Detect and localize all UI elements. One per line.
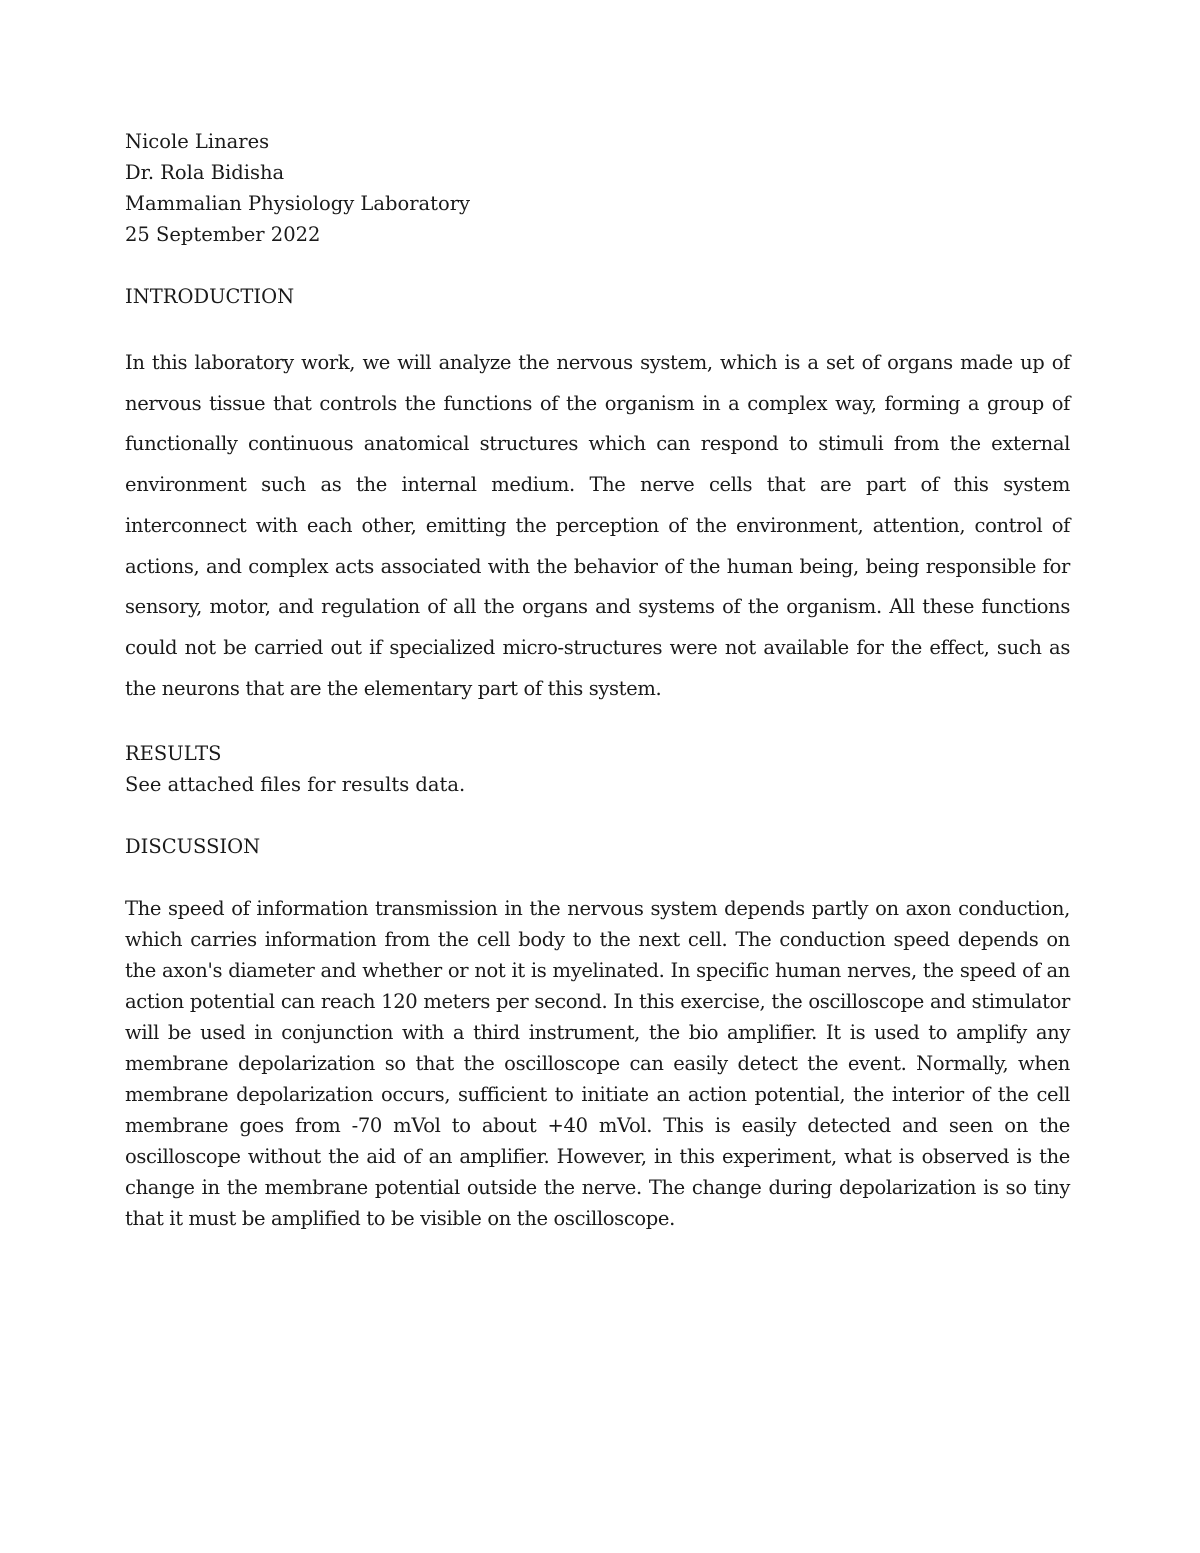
course-name: Mammalian Physiology Laboratory bbox=[125, 192, 471, 215]
discussion-paragraph: The speed of information transmission in the nervous system depends partly on axon conduction, which carries information from the cell body to the next cell. The conduction speed depends on the axon's diameter and whether or not it is myelinated. In specific human nerves, the speed of an action potential can reach 120 meters per second. In this exercise, the oscilloscope and stimulator will be used in conjunction with a third instrument, the bio amplifier. It is used to amplify any membrane depolarization so that the oscilloscope can easily detect the event. Normally, when membrane depolarization occurs, sufficient to initiate an action potential, the interior of the cell membrane goes from -70 mVol to about +40 mVol. This is easily detected and seen on the oscilloscope without the aid of an amplifier. However, in this experiment, what is observed is the change in the membrane potential outside the nerve. The change during depolarization is so tiny that it must be amplified to be visible on the oscilloscope. bbox=[125, 897, 1070, 1231]
instructor-name: Dr. Rola Bidisha bbox=[125, 161, 285, 184]
document-date: 25 September 2022 bbox=[125, 223, 321, 246]
results-paragraph: See attached files for results data. bbox=[125, 773, 466, 797]
author-name: Nicole Linares bbox=[125, 130, 270, 153]
introduction-heading: INTRODUCTION bbox=[125, 285, 295, 308]
results-heading: RESULTS bbox=[125, 742, 222, 766]
discussion-heading: DISCUSSION bbox=[125, 835, 261, 859]
document-body bbox=[125, 126, 1070, 1234]
introduction-paragraph: In this laboratory work, we will analyze the nervous system, which is a set of organs made up of nervous tissue that controls the functions of the organism in a complex way, forming a group of functionally continuous anatomical structures which can respond to stimuli from the external environment such as the internal medium. The nerve cells that are part of this system interconnect with each other, emitting the perception of the environment, attention, control of actions, and complex acts associated with the behavior of the human being, being responsible for sensory, motor, and regulation of all the organs and systems of the organism. All these functions could not be carried out if specialized micro-structures were not available for the effect, such as the neurons that are the elementary part of this system. bbox=[125, 351, 1070, 700]
